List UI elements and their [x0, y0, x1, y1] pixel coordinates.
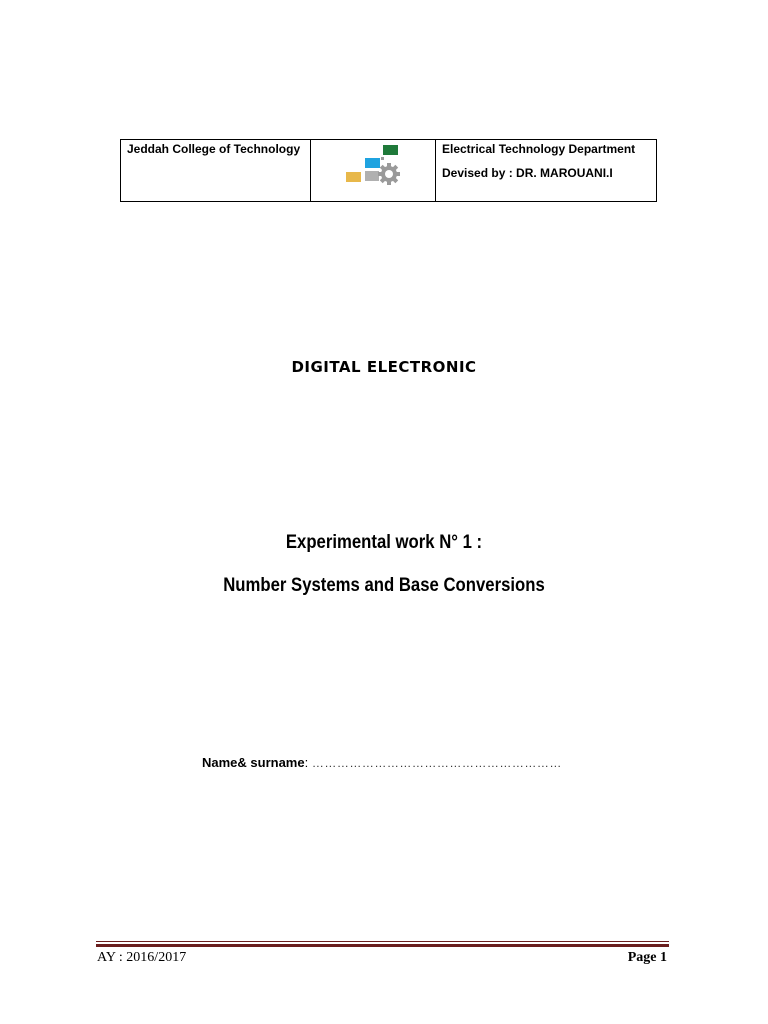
- academic-year: AY : 2016/2017: [97, 950, 187, 965]
- lab-title: Experimental work N° 1 :: [285, 532, 483, 553]
- department-cell: [436, 140, 657, 202]
- logo-cell: [311, 140, 436, 202]
- college-name: Jeddah College of Technology: [127, 142, 301, 156]
- college-logo-icon: [345, 143, 403, 185]
- college-cell: [121, 140, 311, 202]
- course-title: DIGITAL ELECTRONIC: [291, 358, 477, 376]
- footer-rule-thick: [96, 944, 669, 947]
- department-name: Electrical Technology Department: [442, 142, 636, 156]
- footer-rule-thin: [96, 941, 669, 942]
- name-separator: :: [304, 755, 309, 770]
- lab-subtitle: Number Systems and Base Conversions: [223, 575, 545, 596]
- student-name-line: [202, 755, 562, 770]
- devised-by: Devised by : DR. MAROUANI.I: [442, 166, 613, 180]
- header-table: [120, 139, 657, 202]
- name-label: Name& surname: [202, 755, 305, 770]
- page-number: Page 1: [627, 950, 667, 965]
- name-fill-dots: ……………………………………………………: [311, 756, 562, 770]
